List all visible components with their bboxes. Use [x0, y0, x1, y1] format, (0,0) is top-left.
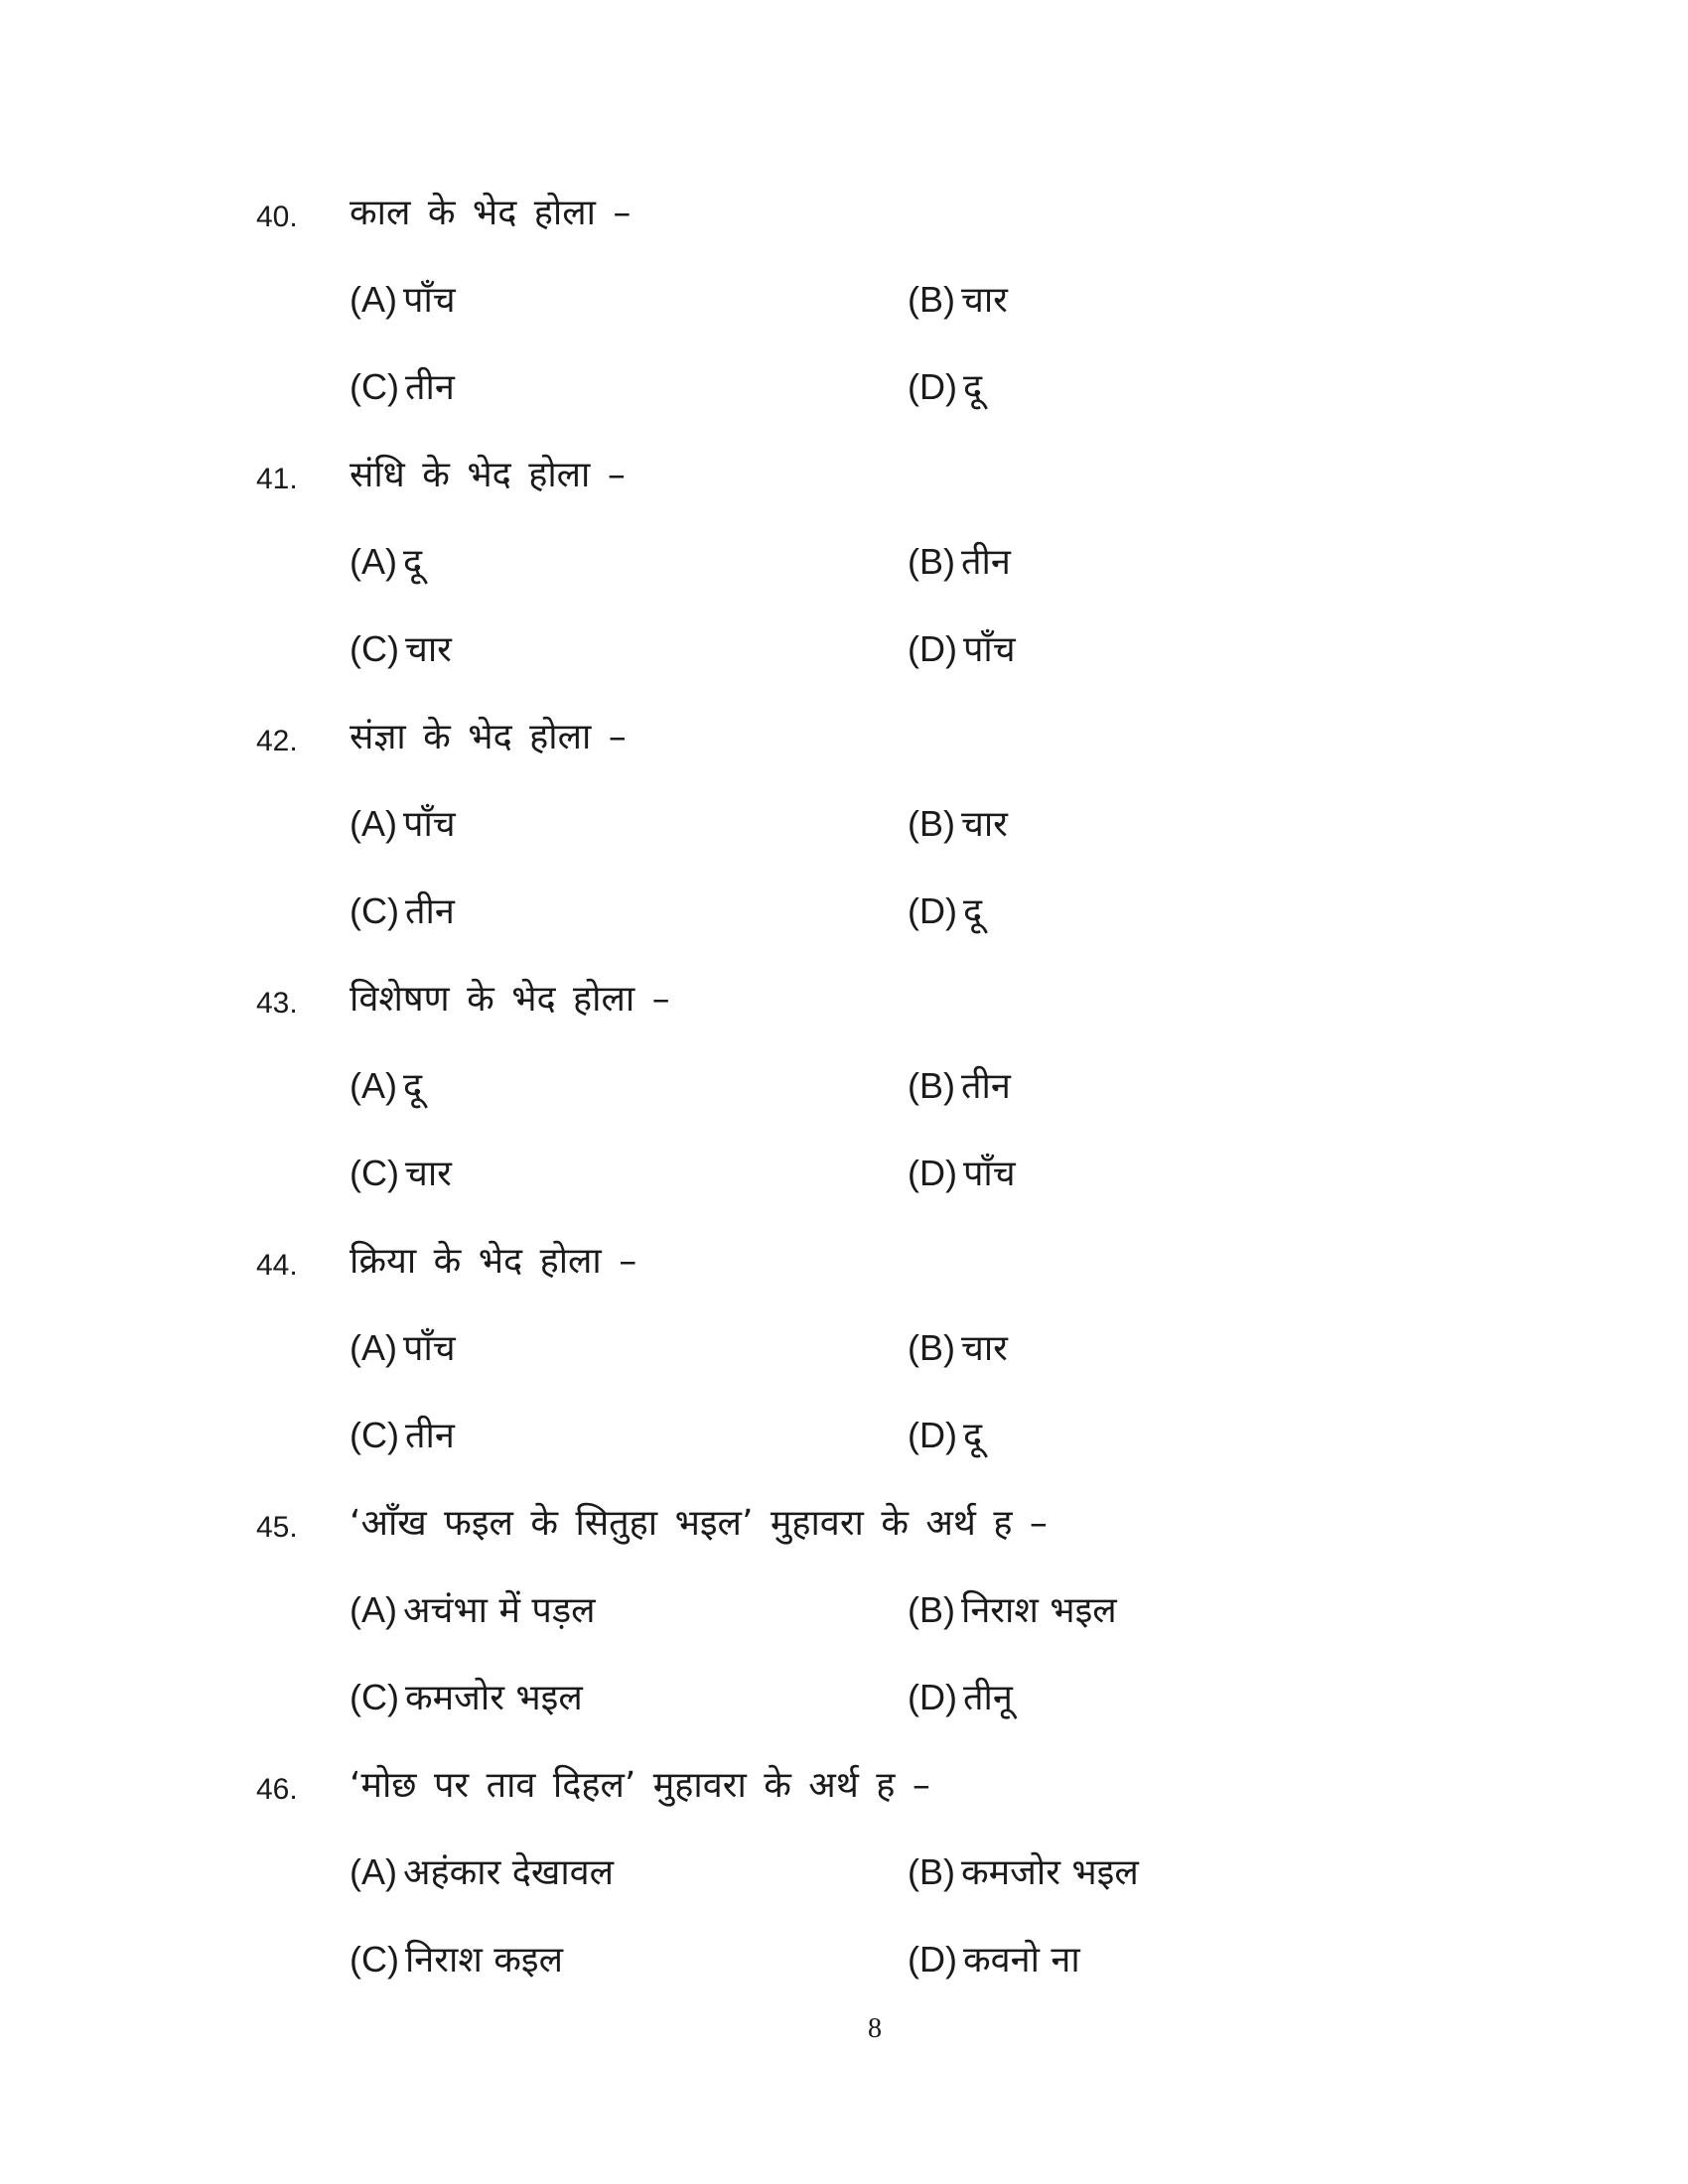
question-text: विशेषण के भेद होला – [350, 979, 670, 1020]
option-text: चार [404, 629, 452, 670]
question-stem [0, 1497, 1688, 1557]
option-text: चार [961, 280, 1008, 321]
question-number: 42. [256, 725, 298, 757]
question-number: 41. [256, 463, 298, 495]
option-b [908, 1322, 1008, 1371]
option-text: दू [962, 367, 983, 408]
option-b [908, 798, 1008, 847]
option-letter: (C) [350, 1677, 399, 1717]
option-letter: (C) [350, 1939, 399, 1979]
question-number: 40. [256, 201, 298, 233]
option-text: कमजोर भइल [404, 1678, 583, 1718]
option-letter: (D) [908, 1677, 957, 1717]
option-c [350, 1148, 452, 1196]
option-text: तीन [404, 367, 455, 408]
option-a [350, 1322, 456, 1371]
option-a [350, 1584, 596, 1633]
option-text: अचंभा में पड़ल [403, 1590, 596, 1631]
option-letter: (B) [908, 1327, 955, 1368]
option-letter: (D) [908, 366, 957, 407]
option-letter: (A) [350, 803, 397, 844]
option-text: तीन [961, 542, 1011, 583]
option-text: पाँच [403, 1328, 456, 1369]
option-b [908, 274, 1008, 323]
option-letter: (B) [908, 1065, 955, 1106]
option-b [908, 1584, 1117, 1633]
option-a [350, 798, 456, 847]
option-letter: (D) [908, 1153, 957, 1193]
option-letter: (C) [350, 1415, 399, 1455]
option-text: अहंकार देखावल [403, 1852, 615, 1893]
option-letter: (A) [350, 1589, 397, 1630]
option-text: कवनो ना [962, 1940, 1080, 1980]
option-text: पाँच [403, 280, 456, 321]
option-letter: (A) [350, 1851, 397, 1892]
option-b [908, 536, 1011, 585]
question-number: 45. [256, 1511, 298, 1544]
option-letter: (D) [908, 1415, 957, 1455]
option-text: कमजोर भइल [961, 1852, 1139, 1893]
option-a [350, 274, 456, 323]
option-letter: (B) [908, 279, 955, 320]
option-text: चार [961, 1328, 1008, 1369]
option-letter: (B) [908, 1589, 955, 1630]
question-44 [0, 1235, 1688, 1483]
question-text: काल के भेद होला – [350, 193, 632, 233]
option-text: चार [961, 804, 1008, 845]
option-text: दू [403, 1066, 423, 1107]
option-letter: (B) [908, 1851, 955, 1892]
option-text: पाँच [962, 1154, 1016, 1194]
option-letter: (D) [908, 1939, 957, 1979]
question-stem [0, 1759, 1688, 1819]
option-letter: (D) [908, 628, 957, 669]
option-letter: (A) [350, 279, 397, 320]
option-letter: (B) [908, 541, 955, 582]
question-46 [0, 1759, 1688, 2007]
option-letter: (A) [350, 1327, 397, 1368]
option-b [908, 1846, 1139, 1895]
option-letter: (C) [350, 1153, 399, 1193]
option-d [908, 1410, 982, 1458]
option-text: दू [403, 542, 423, 583]
option-text: तीन [404, 891, 455, 932]
option-text: तीन [961, 1066, 1011, 1107]
question-42 [0, 711, 1688, 959]
page-number: 8 [868, 2013, 882, 2044]
option-c [350, 1934, 563, 1982]
option-text: तीनू [962, 1678, 1013, 1718]
option-text: निराश भइल [961, 1590, 1117, 1631]
question-45 [0, 1497, 1688, 1745]
option-d [908, 1148, 1016, 1196]
option-d [908, 886, 982, 934]
option-text: दू [962, 1416, 983, 1456]
option-c [350, 1410, 455, 1458]
option-letter: (A) [350, 1065, 397, 1106]
question-text: संज्ञा के भेद होला – [350, 717, 627, 757]
option-letter: (C) [350, 890, 399, 931]
option-text: तीन [404, 1416, 455, 1456]
question-stem [0, 187, 1688, 246]
question-stem [0, 1235, 1688, 1295]
option-c [350, 623, 452, 672]
option-d [908, 623, 1016, 672]
question-text: संधि के भेद होला – [350, 455, 626, 495]
option-a [350, 536, 422, 585]
option-text: पाँच [962, 629, 1016, 670]
question-number: 46. [256, 1773, 298, 1806]
question-text: क्रिया के भेद होला – [350, 1241, 637, 1282]
option-c [350, 1672, 583, 1720]
option-text: निराश कइल [404, 1940, 563, 1980]
question-stem [0, 973, 1688, 1032]
option-letter: (C) [350, 366, 399, 407]
question-stem [0, 449, 1688, 508]
question-stem [0, 711, 1688, 770]
question-number: 43. [256, 987, 298, 1020]
option-letter: (D) [908, 890, 957, 931]
option-letter: (A) [350, 541, 397, 582]
option-letter: (B) [908, 803, 955, 844]
option-d [908, 361, 982, 410]
option-text: दू [962, 891, 983, 932]
option-letter: (C) [350, 628, 399, 669]
question-40 [0, 187, 1688, 435]
option-d [908, 1934, 1080, 1982]
question-number: 44. [256, 1249, 298, 1282]
option-d [908, 1672, 1013, 1720]
option-c [350, 361, 455, 410]
question-text: ‘मोछ पर ताव दिहल’ मुहावरा के अर्थ ह – [350, 1765, 930, 1806]
option-a [350, 1846, 614, 1895]
option-c [350, 886, 455, 934]
option-text: चार [404, 1154, 452, 1194]
question-43 [0, 973, 1688, 1221]
option-b [908, 1060, 1011, 1109]
option-text: पाँच [403, 804, 456, 845]
option-a [350, 1060, 422, 1109]
question-text: ‘आँख फइल के सितुहा भइल’ मुहावरा के अर्थ ह – [350, 1503, 1048, 1544]
question-41 [0, 449, 1688, 697]
